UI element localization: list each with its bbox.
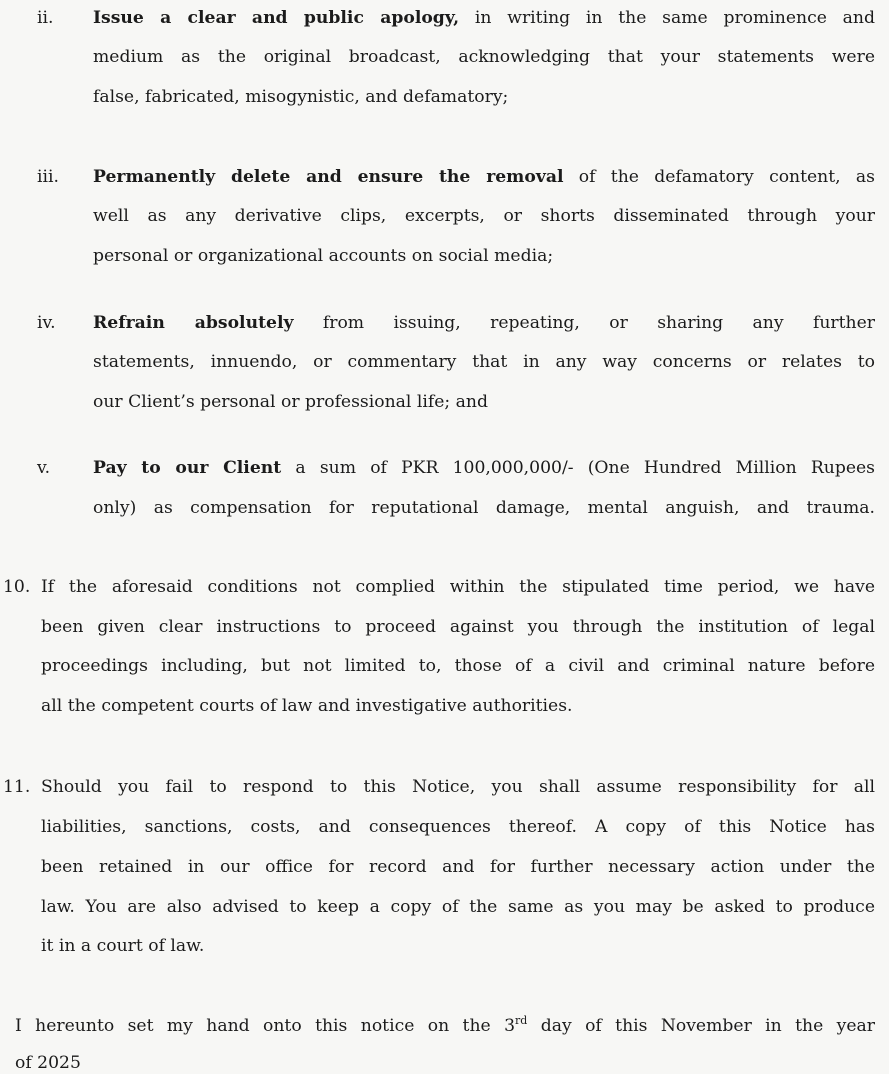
paragraph-line: it in a court of law. (41, 936, 205, 956)
paragraph-line: law. You are also advised to keep a copy of the same as you may be asked to produce (41, 897, 875, 917)
item-line: Permanently delete and ensure the removal of the defamatory content, as (93, 167, 875, 187)
item-line: false, fabricated, misogynistic, and defamatory; (93, 87, 509, 107)
closing-line: of 2025 (15, 1053, 81, 1073)
item-bold-lead: Issue a clear and public apology, (93, 8, 460, 28)
paragraph-line: all the competent courts of law and investigative authorities. (41, 696, 573, 716)
item-line: Pay to our Client a sum of PKR 100,000,000/- (One Hundred Million Rupees (93, 458, 875, 478)
item-line: only) as compensation for reputational damage, mental anguish, and trauma. (93, 498, 875, 518)
paragraph-number: 10. (3, 577, 31, 597)
item-line: well as any derivative clips, excerpts, or shorts disseminated through your (93, 206, 875, 226)
item-marker: v. (37, 458, 51, 478)
item-line: our Client’s personal or professional life; and (93, 392, 488, 412)
paragraph-line: liabilities, sanctions, costs, and consequences thereof. A copy of this Notice has (41, 817, 875, 837)
item-marker: iii. (37, 167, 59, 187)
item-marker: iv. (37, 313, 56, 333)
ordinal-suffix: rd (515, 1014, 528, 1027)
item-bold-lead: Permanently delete and ensure the removal (93, 167, 564, 187)
paragraph-line: been retained in our office for record and for further necessary action under the (41, 857, 875, 877)
paragraph-line: proceedings including, but not limited to, those of a civil and criminal nature before (41, 656, 875, 676)
item-bold-lead: Pay to our Client (93, 458, 282, 478)
item-marker: ii. (37, 8, 54, 28)
item-line: Issue a clear and public apology, in writing in the same prominence and (93, 8, 875, 28)
closing-line: I hereunto set my hand onto this notice on the 3rd day of this November in the year (15, 1014, 875, 1036)
paragraph-line: Should you fail to respond to this Notice, you shall assume responsibility for all (41, 777, 875, 797)
paragraph-line: If the aforesaid conditions not complied within the stipulated time period, we have (41, 577, 875, 597)
paragraph-number: 11. (3, 777, 31, 797)
item-line: personal or organizational accounts on social media; (93, 246, 554, 266)
item-line: medium as the original broadcast, acknowledging that your statements were (93, 47, 875, 67)
paragraph-line: been given clear instructions to proceed against you through the institution of legal (41, 617, 875, 637)
item-line: Refrain absolutely from issuing, repeating, or sharing any further (93, 313, 875, 333)
item-line: statements, innuendo, or commentary that in any way concerns or relates to (93, 352, 875, 372)
item-bold-lead: Refrain absolutely (93, 313, 294, 333)
